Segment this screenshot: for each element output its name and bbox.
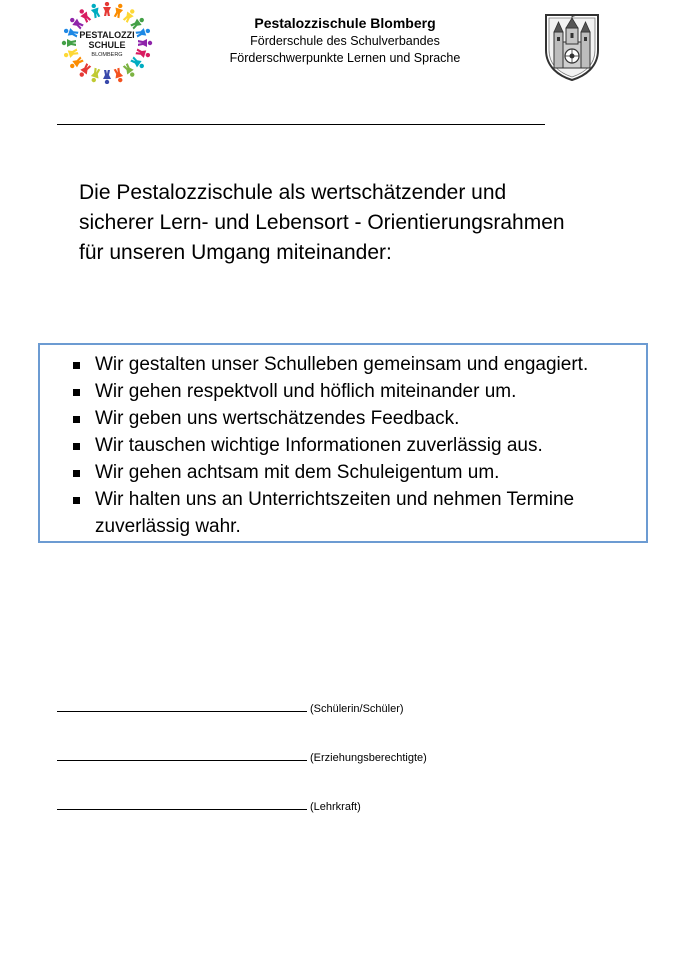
logo-figure	[130, 16, 146, 31]
signature-blank[interactable]	[57, 799, 307, 810]
bullet-icon	[73, 362, 80, 369]
school-subtitle-1: Förderschule des Schulverbandes	[250, 34, 440, 48]
school-subtitle-2: Förderschwerpunkte Lernen und Sprache	[229, 51, 461, 65]
rule-text: Wir tauschen wichtige Informationen zuverlässig aus.	[95, 435, 543, 456]
logo-figure	[77, 7, 92, 23]
signature-line-student[interactable]	[57, 701, 404, 716]
logo-figure	[89, 67, 101, 83]
rule-item	[73, 432, 643, 459]
logo-figure	[113, 3, 125, 19]
coat-of-arms-icon	[543, 12, 601, 82]
rule-item	[73, 405, 643, 432]
bullet-icon	[73, 389, 80, 396]
bullet-icon	[73, 443, 80, 450]
rule-item	[73, 351, 643, 378]
signature-label-student: (Schülerin/Schüler)	[310, 703, 404, 715]
rules-box	[38, 343, 648, 543]
logo-figure	[62, 39, 76, 47]
logo-figure	[63, 26, 79, 38]
logo-figure	[135, 48, 151, 60]
rule-item	[73, 378, 643, 405]
logo-figure	[113, 67, 125, 83]
logo-figure	[68, 16, 84, 31]
title-line-2: sicherer Lern- und Lebensort - Orientierungsrahmen	[79, 211, 565, 234]
rules-list	[73, 351, 643, 540]
logo-figure	[122, 62, 137, 78]
title-line-1: Die Pestalozzischule als wertschätzender und	[79, 181, 507, 204]
rule-text: Wir gehen respektvoll und höflich miteinander um.	[95, 381, 517, 402]
rule-text: Wir halten uns an Unterrichtszeiten und nehmen Termine zuverlässig wahr.	[95, 489, 575, 537]
logo-text-3: BLOMBERG	[91, 52, 123, 58]
bullet-icon	[73, 470, 80, 477]
signature-blank[interactable]	[57, 701, 307, 712]
signature-blank[interactable]	[57, 750, 307, 761]
logo-figure	[89, 3, 101, 19]
school-name: Pestalozzischule Blomberg	[254, 15, 436, 31]
header-divider	[57, 124, 545, 125]
rule-text: Wir geben uns wertschätzendes Feedback.	[95, 408, 460, 429]
signature-line-teacher[interactable]	[57, 799, 361, 814]
logo-figure	[63, 48, 79, 60]
bullet-icon	[73, 416, 80, 423]
school-header	[200, 14, 490, 67]
logo-figure	[77, 62, 92, 78]
logo-text-1: PESTALOZZI	[79, 30, 135, 40]
logo-figure	[138, 39, 152, 47]
title-line-3: für unseren Umgang miteinander:	[79, 241, 392, 264]
logo-figure	[130, 56, 146, 71]
logo-figure	[103, 70, 111, 84]
rule-item	[73, 459, 643, 486]
logo-figure	[68, 56, 84, 71]
page-title	[79, 178, 639, 268]
logo-text-2: SCHULE	[88, 40, 126, 50]
logo-figure	[122, 7, 137, 23]
rule-item	[73, 486, 643, 540]
signature-label-guardian: (Erziehungsberechtigte)	[310, 752, 427, 764]
rule-text: Wir gehen achtsam mit dem Schuleigentum um.	[95, 462, 500, 483]
rule-text: Wir gestalten unser Schulleben gemeinsam und engagiert.	[95, 354, 589, 375]
signature-line-guardian[interactable]	[57, 750, 427, 765]
signature-label-teacher: (Lehrkraft)	[310, 801, 361, 813]
logo-figure	[103, 2, 111, 16]
school-logo	[60, 2, 155, 84]
bullet-icon	[73, 497, 80, 504]
logo-figure	[135, 26, 151, 38]
